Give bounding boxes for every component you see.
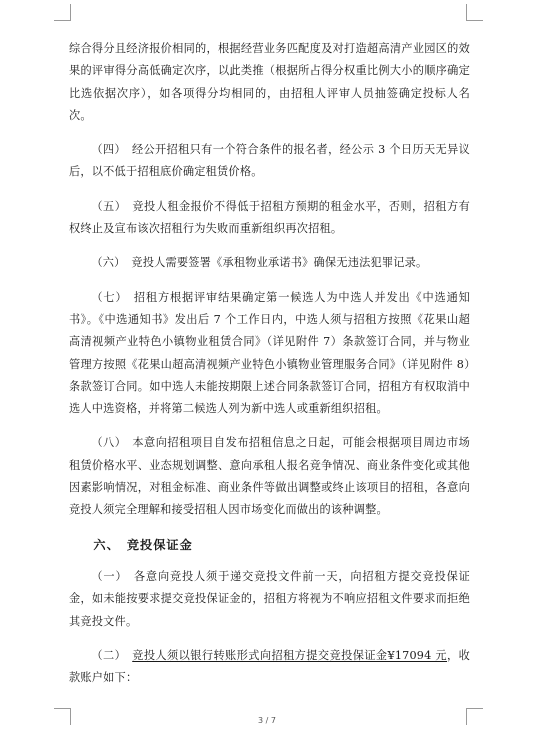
deposit-2-suffix: ，收款账户如下：	[69, 648, 471, 685]
paragraph-item-5: （五） 竞投人租金报价不得低于招租方预期的租金水平，否则，招租方有权终止及宣布该次招租行为失败而重新组织再次招租。	[69, 199, 470, 236]
section-heading-deposit: 六、 竞投保证金	[93, 537, 193, 552]
crop-mark-top-left	[54, 4, 71, 21]
deposit-2-prefix: （二）	[91, 648, 133, 662]
paragraph-item-8: （八） 本意向招租项目自发布招租信息之日起，可能会根据项目周边市场租赁价格水平、业态规划调整、意向承租人报名竞争情况、商业条件变化或其他因素影响情况，对租金标准、商业条件等做出调整或终止该项目的招租，各意向竞投人须完全理解和接受招租人因市场变化而做出的该种调整。	[69, 436, 470, 517]
page-number: 3 / 7	[258, 716, 276, 725]
crop-mark-top-right	[466, 4, 483, 21]
paragraph-continuation: 综合得分且经济报价相同的，根据经营业务匹配度及对打造超高清产业园区的效果的评审得分高低确定次序，以此类推（根据所占得分权重比例大小的顺序确定比选依据次序），如各项得分均相同的，由招租人评审人员抽签确定投标人名次。	[69, 42, 470, 122]
deposit-amount-underlined: 竞投人须以银行转账形式向招租方提交竞投保证金¥17094 元	[132, 648, 448, 662]
paragraph-deposit-1: （一） 各意向竞投人须于递交竞投文件前一天，向招租方提交竞投保证金，如未能按要求提交竞投保证金的，招租方将视为不响应招租文件要求而拒绝其竞投文件。	[69, 569, 470, 628]
paragraph-item-7: （七） 招租方根据评审结果确定第一候选人为中选人并发出《中选通知书》。《中选通知书》发出后 7 个工作日内，中选人须与招租方按照《花果山超高清视频产业特色小镇物业租赁合同》（详见附件 7）条款签订合同，并与物业管理方按照《花果山超高清视频产业特色小镇物业管理服务合同》（详见附件 8）条款签订合同。如中选人未能按期限上述合同条款签订合同，招租方有权取消中选人中选资格，并将第二候选人列为新中选人或重新组织招租。	[69, 290, 470, 416]
paragraph-item-4: （四） 经公开招租只有一个符合条件的报名者，经公示 3 个日历天无异议后，以不低于招租底价确定租赁价格。	[69, 143, 470, 179]
paragraph-deposit-2	[69, 645, 470, 690]
paragraph-item-6: （六） 竞投人需要签署《承租物业承诺书》确保无违法犯罪记录。	[91, 256, 428, 270]
document-body	[69, 38, 470, 701]
